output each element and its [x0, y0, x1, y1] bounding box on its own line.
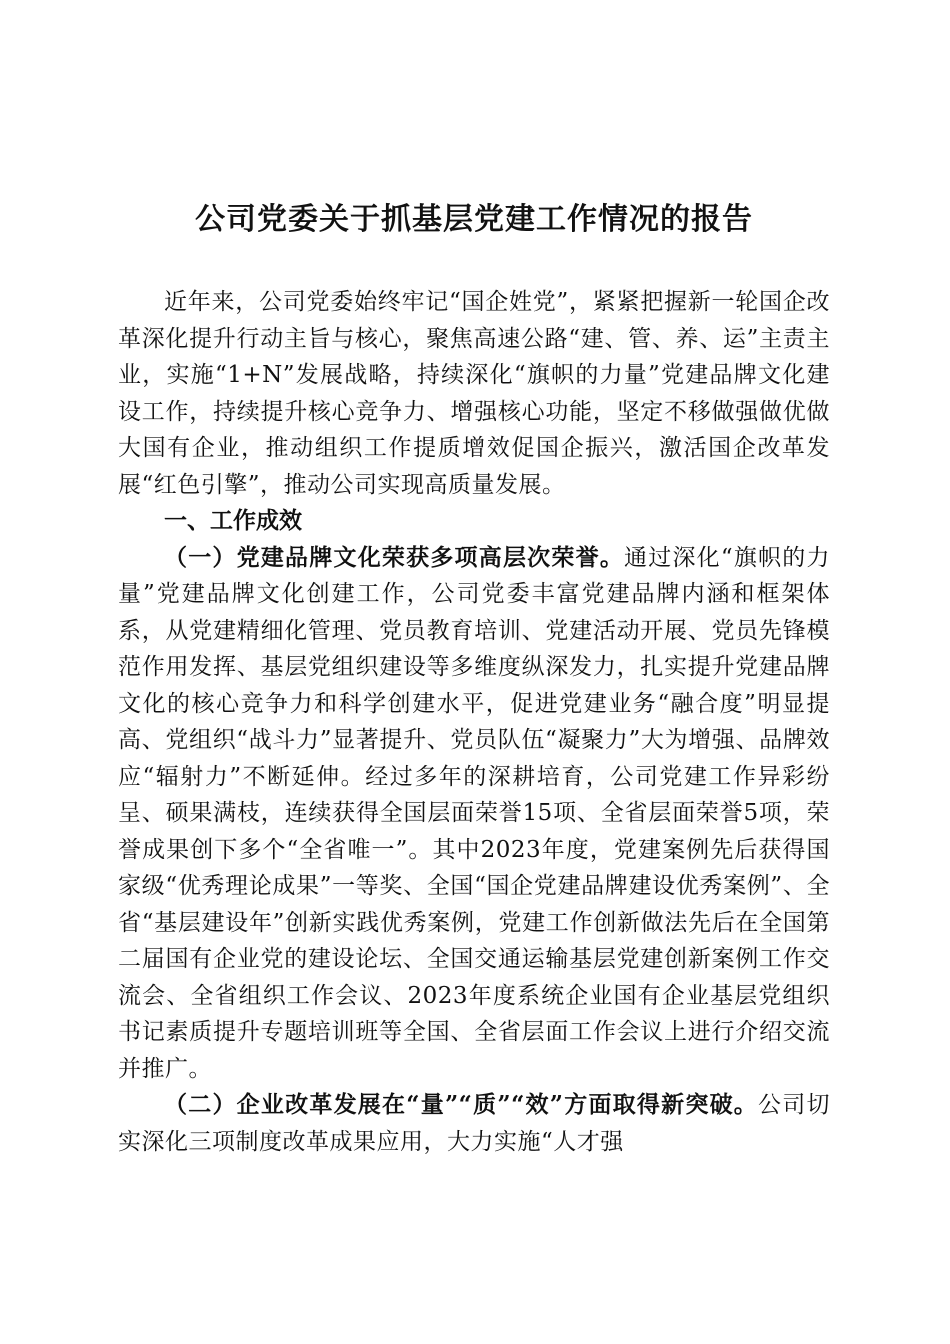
item1-body: 通过深化“旗帜的力量”党建品牌文化创建工作，公司党委丰富党建品牌内涵和框架体系，从党建精细化管理、党员教育培训、党建活动开展、党员先锋模范作用发挥、基层党组织建设等多维度纵深发力，扎实提升党建品牌文化的核心竞争力和科学创建水平，促进党建业务“融合度”明显提高、党组织“战斗力”显著提升、党员队伍“凝聚力”大为增强、品牌效应“辐射力”不断延伸。经过多年的深耕培育，公司党建工作异彩纷呈、硕果满枝，连续获得全国层面荣誉15项、全省层面荣誉5项，荣誉成果创下多个“全省唯一”。其中2023年度，党建案例先后获得国家级“优秀理论成果”一等奖、全国“国企党建品牌建设优秀案例”、全省“基层建设年”创新实践优秀案例，党建工作创新做法先后在全国第二届国有企业党的建设论坛、全国交通运输基层党建创新案例工作交流会、全省组织工作会议、2023年度系统企业国有企业基层党组织书记素质提升专题培训班等全国、全省层面工作会议上进行介绍交流并推广。	[118, 544, 831, 1082]
document-body	[118, 284, 830, 1160]
item2-body: 公司切实深化三项制度改革成果应用，大力实施“人才强	[118, 1092, 830, 1155]
document-title: 公司党委关于抓基层党建工作情况的报告	[195, 202, 753, 237]
item2-paragraph	[118, 1087, 830, 1160]
item1-paragraph	[118, 540, 830, 1088]
item1-lead: （一）党建品牌文化荣获多项高层次荣誉。	[164, 543, 625, 571]
section-heading-achievements: 一、工作成效	[164, 507, 302, 534]
item2-lead: （二）企业改革发展在“量”“质”“效”方面取得新突破。	[164, 1091, 759, 1118]
intro-paragraph: 近年来，公司党委始终牢记“国企姓党”，紧紧把握新一轮国企改革深化提升行动主旨与核心，聚焦高速公路“建、管、养、运”主责主业，实施“1+N”发展战略，持续深化“旗帜的力量”党建品牌文化建设工作，持续提升核心竞争力、增强核心功能，坚定不移做强做优做大国有企业，推动组织工作提质增效促国企振兴，激活国企改革发展“红色引擎”，推动公司实现高质量发展。	[118, 289, 830, 498]
